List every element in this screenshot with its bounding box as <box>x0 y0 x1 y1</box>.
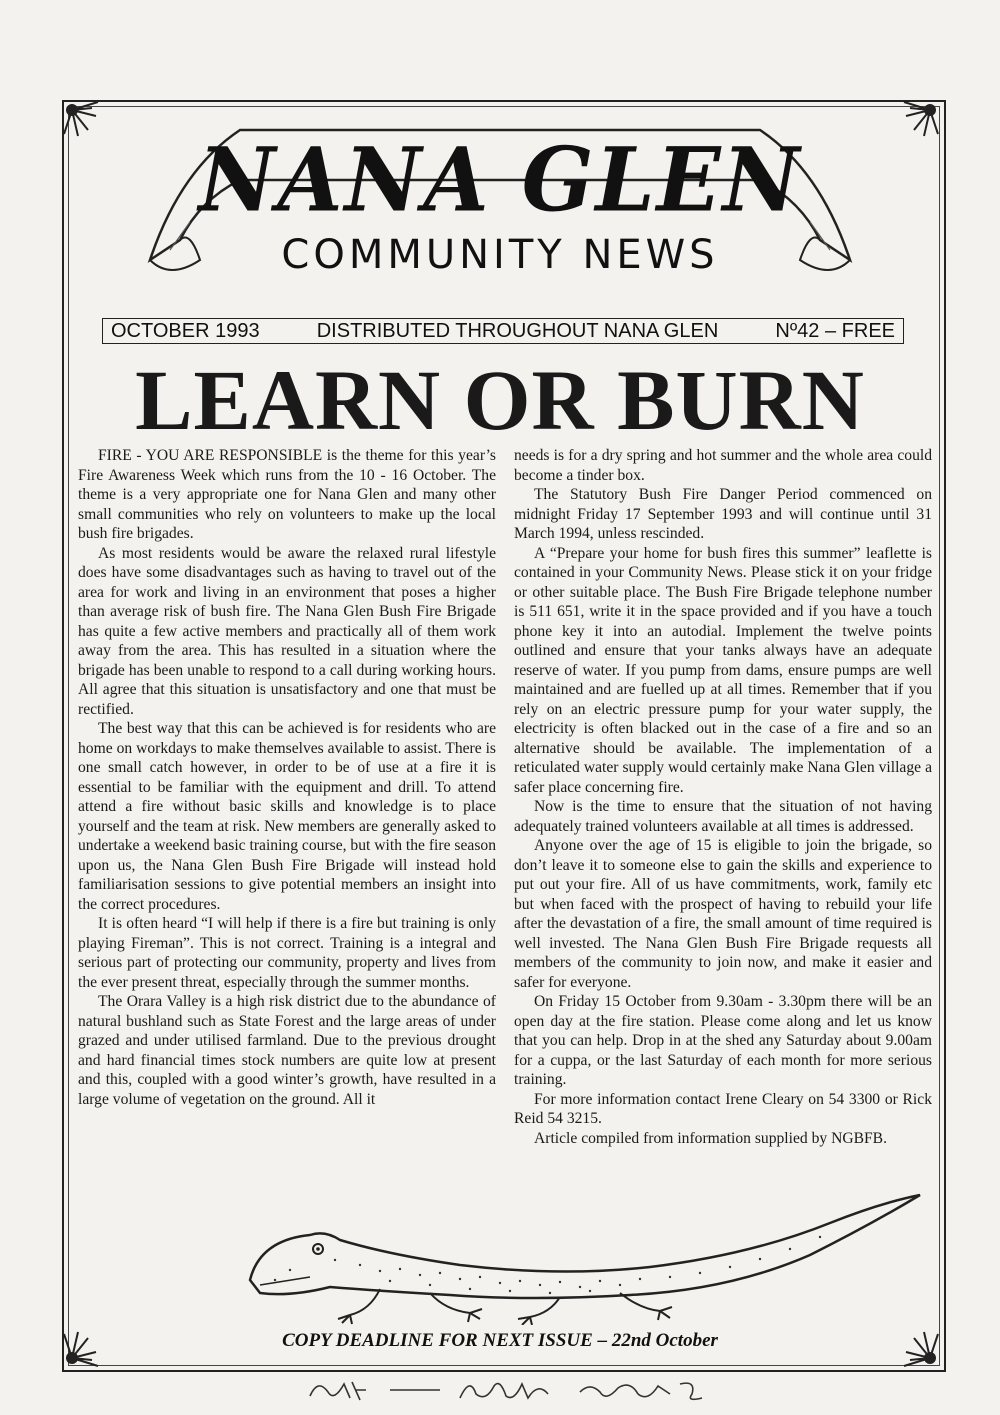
issue-number: Nº42 – FREE <box>775 319 895 342</box>
article-paragraph-text: As most residents would be aware the relaxed rural lifestyle does have some disadvantages such as having to travel out of the area for work and living in an environment that poses a higher than average risk of bush fire. The Nana Glen Bush Fire Brigade has quite a few active members and practically all of them work away from the area. This has resulted in a situation where the brigade has been unable to respond to a call during working hours. All agree that this situation is unsatisfactory and one that must be rectified. <box>78 544 496 718</box>
article-paragraph <box>78 992 496 1109</box>
issue-date: OCTOBER 1993 <box>111 319 260 342</box>
masthead <box>140 110 860 300</box>
article-paragraph: A “Prepare your home for bush fires this summer” leaflette is contained in your Community News. Please stick it on your fridge or other suitable place. The Bush Fire Brigade telephone number is 511 651, write it in the space provided and if you have a touch phone key it into an autodial. Implement the twelve points outlined and ensure that your tanks always have an adequate reserve of water. If you pump from dams, ensure pumps are well maintained and are fuelled up at all times. Remember that if you rely on an electric pressure pump for your water supply, the electricity is often blacked out in the case of a fire and so an alternative should be available. The implementation of a reticulated water supply would certainly make Nana Glen village a safer place concerning fire. <box>514 544 932 796</box>
article-column-right <box>514 446 932 1148</box>
copy-deadline-notice: COPY DEADLINE FOR NEXT ISSUE – 22nd October <box>282 1330 718 1351</box>
masthead-subtitle: COMMUNITY NEWS <box>281 232 719 278</box>
article-column-left <box>78 446 496 1109</box>
goanna-lizard-illustration <box>230 1185 930 1325</box>
article-paragraph: On Friday 15 October from 9.30am - 3.30pm there will be an open day at the fire station. Please come along and let us know that you can help. Drop in at the shed any Saturday about 9.00am for a cuppa, or the last Saturday of each month for more serious training. <box>514 993 932 1088</box>
article-paragraph: Article compiled from information supplied by NGBFB. <box>534 1129 887 1147</box>
article-lead-in: FIRE - YOU ARE RESPONSIBLE <box>98 447 323 464</box>
distribution-note: DISTRIBUTED THROUGHOUT NANA GLEN <box>316 319 719 342</box>
article-paragraph-text: It is often heard “I will help if there is a fire but training is only playing Fireman”. This is not correct. Training is a integral and serious part of protecting our community, property and lives from the ever present threat, especially through the summer months. <box>78 915 496 991</box>
article-paragraph: Now is the time to ensure that the situation of not having adequately trained volunteers available at all times is addressed. <box>514 798 932 835</box>
article-paragraph-text: The best way that this can be achieved is for residents who are home on workdays to make themselves available to assist. There is one small catch however, in order to be of use at a fire it is essential to be familiar with the equipment and drill. To attend attend a fire without basic skills and knowledge is to place yourself and the team at risk. New members are generally asked to undertake a weekend basic training course, but with the fire season upon us, the Nana Glen Bush Fire Brigade will instead hold familiarisation sessions to give potential members an insight into the correct procedures. <box>78 720 496 913</box>
flame-ornament-icon <box>58 1326 104 1372</box>
article-paragraph: For more information contact Irene Cleary on 54 3300 or Rick Reid 54 3215. <box>514 1090 932 1127</box>
article-paragraph: Anyone over the age of 15 is eligible to join the brigade, so don’t leave it to someone else to gain the skills and experience to put out your fire. All of us have commitments, work, family etc but when faced with the prospect of having to rebuild your life after the devastation of a fire, the small amount of time required is well invested. The Nana Glen Bush Fire Brigade requests all members of the community to join now, and make it easier and safer for everyone. <box>514 837 932 991</box>
article-paragraph <box>78 719 496 914</box>
issue-info-bar <box>102 318 904 344</box>
article-paragraph: The Statutory Bush Fire Danger Period commenced on midnight Friday 17 September 1993 and will continue until 31 March 1994, unless rescinded. <box>514 486 932 542</box>
article-paragraph <box>78 446 496 544</box>
article-paragraph-text: The Orara Valley is a high risk district due to the abundance of natural bushland such as State Forest and the large areas of under grazed and under utilised farmland. Due to the previous drought and hard financial times stock numbers are quite low at present and this, coupled with a good winter’s growth, have resulted in a large volume of vegetation on the ground. All it <box>78 993 496 1108</box>
handwriting-scribble <box>300 1372 720 1406</box>
masthead-title: NANA GLEN <box>198 127 802 232</box>
article-paragraph: needs is for a dry spring and hot summer and the whole area could become a tinder box. <box>514 447 932 484</box>
article-paragraph <box>78 914 496 992</box>
flame-ornament-icon <box>898 1326 944 1372</box>
flame-ornament-icon <box>58 96 104 142</box>
flame-ornament-icon <box>898 96 944 142</box>
article-paragraph-text: is the theme for this year’s Fire Awareness Week which runs from the 10 - 16 October. The theme is a very appropriate one for Nana Glen and many other small communities who rely on volunteers to make up the local bush fire brigades. <box>78 447 496 542</box>
article-paragraph <box>78 544 496 720</box>
handwritten-note <box>300 1372 720 1406</box>
article-headline: LEARN OR BURN <box>135 352 865 448</box>
